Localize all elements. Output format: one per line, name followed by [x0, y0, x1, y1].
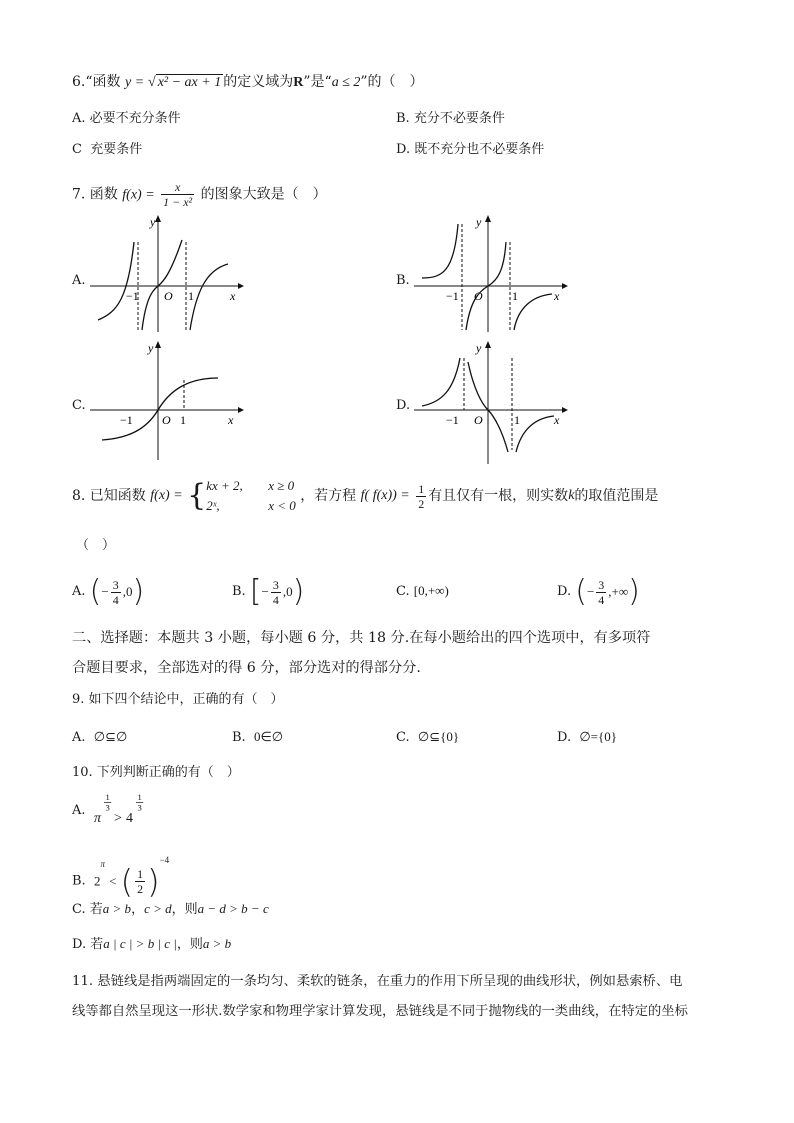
graph-c-curve — [102, 378, 218, 440]
q8-blank: （ ） — [76, 538, 116, 553]
q11-line2: 线等都自然呈现这一形状.数学家和物理学家计算发现，悬链线是不同于抛物线的一类曲线，在特定的坐标 — [72, 1004, 688, 1019]
graph-b-one: 1 — [512, 289, 518, 303]
graph-b-label[interactable]: B. — [396, 273, 410, 288]
q8-option-c[interactable]: C. [0,+∞) — [396, 583, 449, 599]
q9-stem: 9. 如下四个结论中，正确的有（ ） — [72, 692, 284, 707]
graph-b-x-label: x — [554, 289, 560, 303]
q6-option-d[interactable]: D. 既不充分也不必要条件 — [396, 142, 545, 157]
q10-option-d[interactable]: D. 若a | c | > b | c |，则a > b — [72, 936, 232, 952]
graph-c-origin: O — [162, 413, 171, 427]
graph-a-origin: O — [164, 289, 173, 303]
graph-a-y-label: y — [150, 215, 156, 229]
graph-c-one: 1 — [180, 413, 186, 427]
graph-b-y-arrow — [485, 215, 491, 222]
graph-b-curve-left — [422, 224, 458, 278]
graph-d-y-arrow — [485, 341, 491, 348]
graph-a-one: 1 — [188, 289, 194, 303]
q6-radicand: x² − ax + 1 — [157, 75, 222, 90]
q10-option-b[interactable]: B. $2^\pi$ < ( $\frac{1}{2}$ )$^{-4}$ — [72, 855, 170, 901]
q6-option-c[interactable]: C 充要条件 — [72, 142, 143, 157]
graph-b-neg1: −1 — [446, 289, 459, 303]
graph-c-y-label: y — [148, 341, 154, 355]
graph-b-curve-right — [514, 294, 552, 330]
graph-d-x-arrow — [562, 407, 568, 413]
graph-a-curve-right — [190, 264, 228, 330]
graph-a-x-arrow — [238, 283, 244, 289]
q6-option-b[interactable]: B. 充分不必要条件 — [396, 111, 505, 126]
graph-d-origin: O — [474, 413, 483, 427]
graph-a-x-label: x — [230, 289, 236, 303]
graph-d-curve-left — [422, 358, 460, 406]
graph-b[interactable] — [412, 212, 572, 334]
q8-piecewise: kx + 2, x ≥ 0 2ˣ, x < 0 — [206, 478, 296, 513]
graph-c[interactable] — [88, 340, 248, 462]
q10-option-c[interactable]: C. 若a > b，c > d，则a − d > b − c — [72, 901, 269, 917]
q6-stem: 6.“函数 y = √ x² − ax + 1 的定义域为R”是“a ≤ 2”的（ ） — [72, 74, 424, 90]
q8-option-b[interactable]: B. [− $\frac{3}{4}$ ,0) — [232, 574, 305, 609]
section2-line1: 二、选择题：本题共 3 小题，每小题 6 分，共 18 分.在每小题给出的四个选项中，有多项符 — [72, 630, 651, 646]
graph-d-y-label: y — [476, 341, 482, 355]
q9-option-d[interactable]: D. ∅={0} — [557, 729, 617, 745]
q11-line1: 11. 悬链线是指两端固定的一条均匀、柔软的链条，在重力的作用下所呈现的曲线形状，例如悬索桥、电 — [72, 974, 683, 989]
q8-stem: 8. 已知函数 f(x) = { kx + 2, x ≥ 0 2ˣ, x < 0 ，若方程 f( f(x)) = $\frac{1}{2}$ 有且仅有一根，则实数k的取值范围是 — [72, 476, 658, 516]
q9-option-a[interactable]: A. ∅⊆∅ — [72, 729, 128, 745]
graph-a-curve-left — [98, 242, 134, 320]
graph-d[interactable] — [412, 340, 572, 466]
graph-a-y-arrow — [155, 215, 161, 222]
graph-c-y-arrow — [155, 341, 161, 348]
graph-d-curve-right — [516, 416, 554, 452]
q10-stem: 10. 下列判断正确的有（ ） — [72, 765, 240, 780]
graph-d-label[interactable]: D. — [396, 398, 411, 413]
graph-d-neg1: −1 — [446, 413, 459, 427]
graph-c-label[interactable]: C. — [72, 398, 86, 413]
graph-b-origin: O — [474, 289, 483, 303]
q6-option-a[interactable]: A. 必要不充分条件 — [72, 111, 181, 126]
graph-d-x-label: x — [554, 413, 560, 427]
q8-option-a[interactable]: A. (− $\frac{3}{4}$ ,0) — [72, 574, 145, 609]
graph-a-label[interactable]: A. — [72, 273, 86, 288]
graph-a-curve-mid — [142, 240, 182, 330]
graph-c-x-arrow — [238, 407, 244, 413]
q8-option-d[interactable]: D. (− $\frac{3}{4}$ ,+∞) — [557, 574, 640, 609]
graph-d-one: 1 — [514, 413, 520, 427]
q7-fraction: $\frac{x}{\text{1 − x²}}$ — [163, 180, 193, 209]
q8-half: $\frac{1}{2}$ — [418, 481, 425, 511]
graph-a[interactable] — [88, 212, 248, 334]
graph-c-x-label: x — [228, 413, 234, 427]
graph-c-neg1: −1 — [120, 413, 133, 427]
q9-option-c[interactable]: C. ∅⊆{0} — [396, 729, 460, 745]
graph-a-neg1: −1 — [126, 289, 139, 303]
q7-stem: 7. 函数 f(x) = $\frac{x}{\text{1 − x²}}$ 的图象大致是（ ） — [72, 180, 327, 209]
q9-option-b[interactable]: B. 0∈∅ — [232, 729, 284, 745]
section2-line2: 合题目要求，全部选对的得 6 分，部分选对的得部分分. — [72, 660, 421, 676]
graph-b-y-label: y — [476, 215, 482, 229]
graph-b-x-arrow — [562, 283, 568, 289]
